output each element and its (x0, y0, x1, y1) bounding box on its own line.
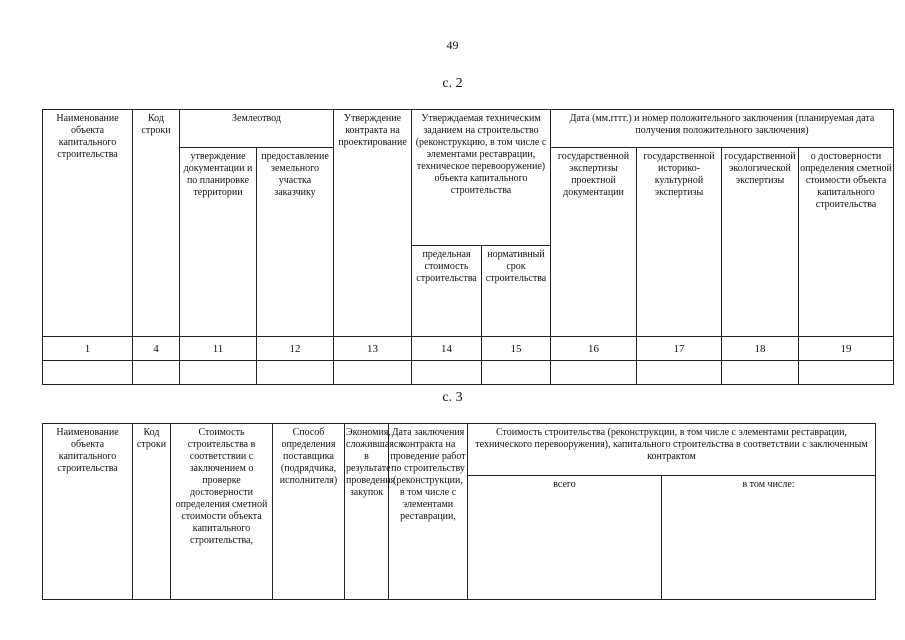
header-object-name: Наименование объекта капитального строительства (43, 110, 133, 337)
column-number: 1 (43, 337, 133, 361)
header-estimate-reliability: о достоверности определения сметной стоимости объекта капитального строительства (799, 148, 894, 337)
column-number: 13 (334, 337, 412, 361)
header-ecological-expertise: государственной экологической экспертизы (722, 148, 799, 337)
empty-cell[interactable] (482, 361, 551, 385)
column-number: 18 (722, 337, 799, 361)
header-construction-term: нормативный срок строительства (482, 246, 551, 337)
header-historical-expertise: государственной историко-культурной экспертизы (637, 148, 722, 337)
section-2-table (42, 109, 894, 385)
header-savings: Экономия, сложившаяся в результате проведения закупок (345, 424, 389, 600)
empty-cell[interactable] (722, 361, 799, 385)
empty-cell[interactable] (551, 361, 637, 385)
header-object-name: Наименование объекта капитального строительства (43, 424, 133, 600)
header-contract-cost: Стоимость строительства (реконструкции, в том числе с элементами реставрации, технического перевооружения), капитального строительства в соответствии с заключенным контрактом (468, 424, 876, 476)
column-number: 17 (637, 337, 722, 361)
header-land-allotment: Землеотвод (180, 110, 334, 148)
empty-cell[interactable] (799, 361, 894, 385)
empty-cell[interactable] (133, 361, 180, 385)
empty-cell[interactable] (43, 361, 133, 385)
column-number: 15 (482, 337, 551, 361)
header-land-grant: предоставление земельного участка заказчику (257, 148, 334, 337)
header-row-code: Код строки (133, 424, 171, 600)
section-2-title: с. 2 (442, 76, 463, 91)
column-number: 4 (133, 337, 180, 361)
empty-cell[interactable] (412, 361, 482, 385)
header-design-contract: Утверждение контракта на проектирование (334, 110, 412, 337)
header-estimated-cost: Стоимость строительства в соответствии с заключением о проверке достоверности определения сметной стоимости объекта капитального строительства, (171, 424, 273, 600)
page-number: 49 (446, 38, 459, 52)
empty-cell[interactable] (257, 361, 334, 385)
header-supplier-method: Способ определения поставщика (подрядчика, исполнителя) (273, 424, 345, 600)
header-contract-date: Дата заключения контракта на проведение работ по строительству (реконструкции, в том числе с элементами реставрации, (389, 424, 468, 600)
column-number: 11 (180, 337, 257, 361)
header-conclusion-date: Дата (мм.гггг.) и номер положительного заключения (планируемая дата получения положительного заключения) (551, 110, 894, 148)
empty-cell[interactable] (637, 361, 722, 385)
column-number: 12 (257, 337, 334, 361)
column-number: 19 (799, 337, 894, 361)
header-technical-task: Утверждаемая техническим заданием на строительство (реконструкцию, в том числе с элементами реставрации, техническое перевооружение) объекта капитального строительства (412, 110, 551, 246)
header-total: всего (468, 476, 662, 600)
column-number: 16 (551, 337, 637, 361)
header-cost-limit: предельная стоимость строительства (412, 246, 482, 337)
table-row (43, 361, 894, 385)
header-territory-planning: утверждение документации и по планировке территории (180, 148, 257, 337)
header-including: в том числе: (662, 476, 876, 600)
empty-cell[interactable] (334, 361, 412, 385)
header-row-code: Код строки (133, 110, 180, 337)
column-number: 14 (412, 337, 482, 361)
empty-cell[interactable] (180, 361, 257, 385)
section-3-table (42, 423, 876, 600)
header-design-expertise: государственной экспертизы проектной документации (551, 148, 637, 337)
section-3-title: с. 3 (442, 390, 463, 405)
